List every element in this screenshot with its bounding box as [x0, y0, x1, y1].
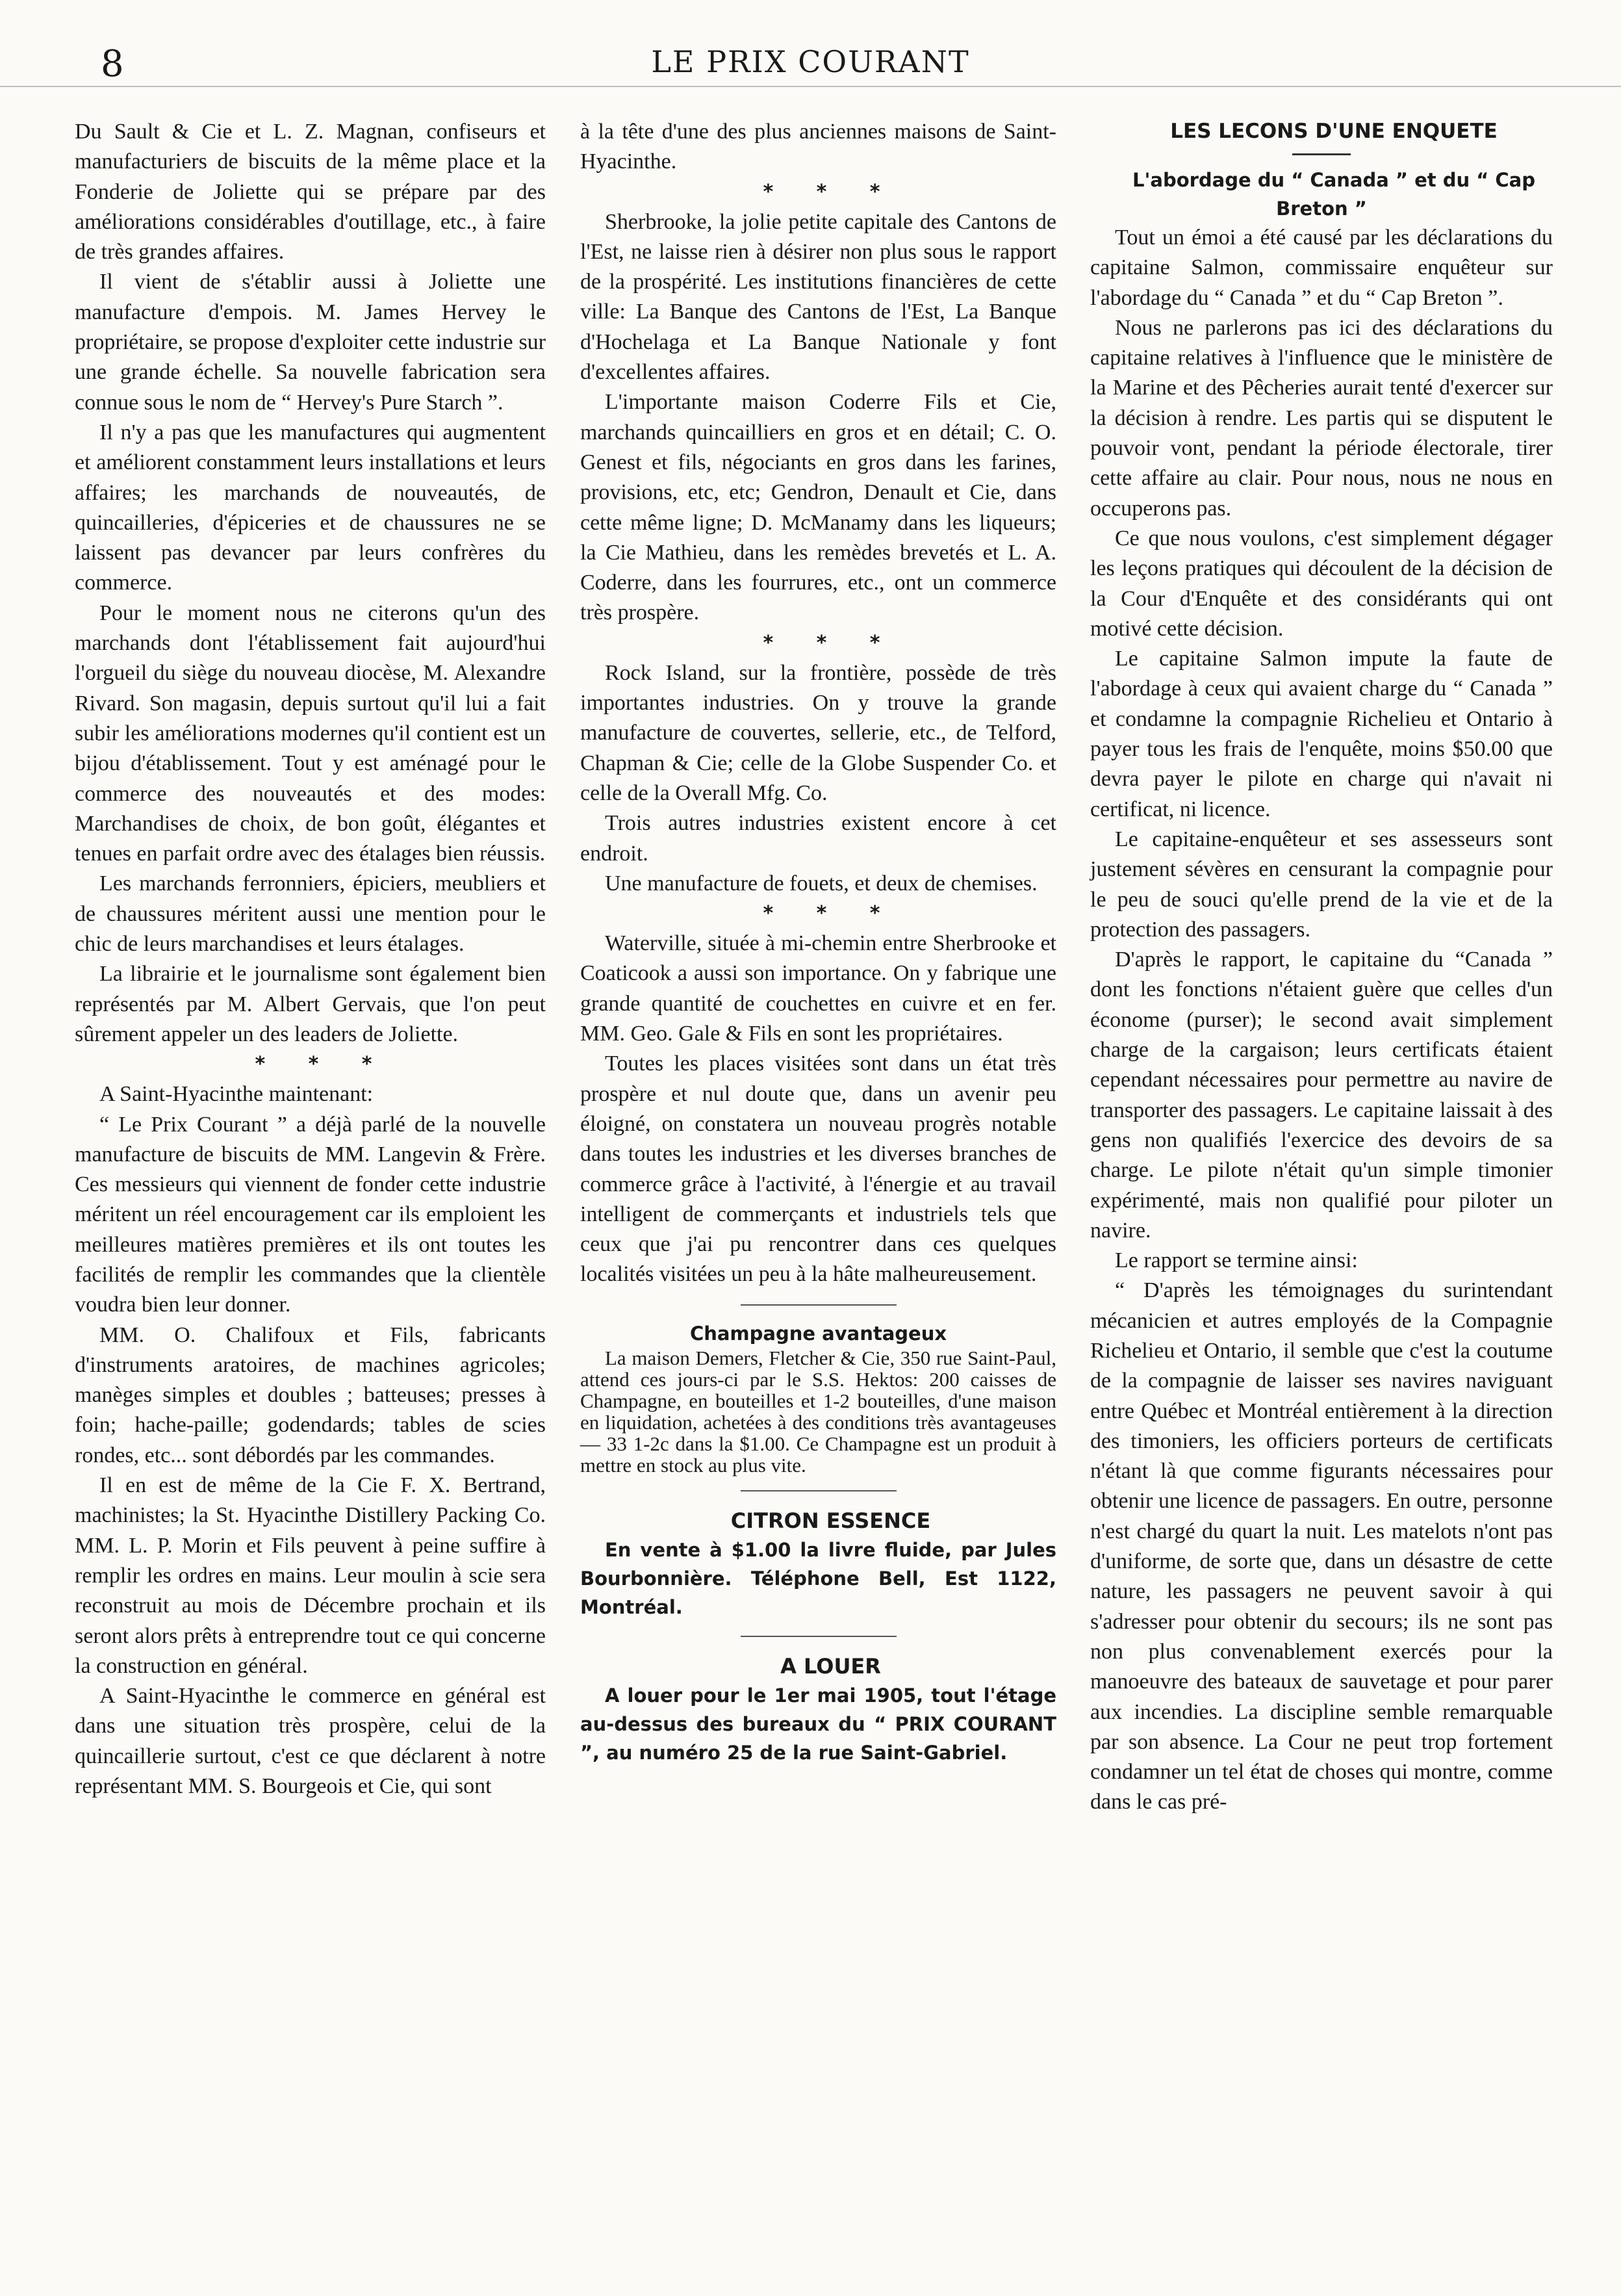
champagne-heading: Champagne avantageux [689, 1322, 947, 1345]
paragraph: “ Le Prix Courant ” a déjà parlé de la nouvelle manufacture de biscuits de MM. Langevin & Frère. Ces messieurs qui viennent de fonder cette industrie méritent un réel encouragement car ils emploient les meilleures matières premières et ils ont toutes les facilités de remplir les commandes que la clientèle voudra bien leur donner. [75, 1112, 546, 1317]
citron-heading: CITRON ESSENCE [730, 1508, 931, 1533]
paragraph: à la tête d'une des plus anciennes maisons de Saint-Hyacinthe. [580, 120, 1056, 174]
page-number: 8 [101, 43, 124, 85]
paragraph: MM. O. Chalifoux et Fils, fabricants d'instruments aratoires, de machines agricoles; manèges simples et doubles ; batteuses; presses à foin; hache-paille; godendards; tables de scies rondes, etc... sont débordés par les commandes. [75, 1322, 546, 1467]
column-1 [75, 117, 546, 1801]
paragraph: Il n'y a pas que les manufactures qui augmentent et améliorent constamment leurs installations et leurs affaires; les marchands de nouveautés, de quincailleries, d'épiceries et de chaussures ne se laissent pas devancer par leurs confrères du commerce. [75, 420, 546, 595]
paragraph: Tout un émoi a été causé par les déclarations du capitaine Salmon, commissaire enquêteur sur l'abordage du “ Canada ” et du “ Cap Breton ”. [1090, 226, 1553, 310]
paragraph: Une manufacture de fouets, et deux de chemises. [605, 871, 1038, 896]
paragraph: Toutes les places visitées sont dans un état très prospère et nul doute que, dans un avenir peu éloigné, on constatera un nouveau progrès notable dans toutes les industries et les diverses branches de commerce grâce à l'activité, à l'énergie et au travail intelligent de commerçants et industriels tels que ceux que j'ai pu rencontrer dans ces quelques localités visitées un peu à la hâte malheureusement. [580, 1051, 1056, 1287]
paragraph: Nous ne parlerons pas ici des déclarations du capitaine relatives à l'influence que le ministère de la Marine et des Pêcheries aurait tenté d'exercer sur la décision à rendre. Les partis qui se disputent le pouvoir vont, pendant la période électorale, tirer cette affaire au clair. Pour nous, nous ne nous en occuperons pas. [1090, 315, 1553, 521]
article-title: LES LECONS D'UNE ENQUETE [1170, 120, 1498, 143]
paragraph: Waterville, située à mi-chemin entre Sherbrooke et Coaticook a aussi son importance. On y fabrique une grande quantité de couchettes en cuivre et en fer. MM. Geo. Gale & Fils en sont les propriétaires. [580, 931, 1056, 1046]
louer-ad: A louer pour le 1er mai 1905, tout l'étage au-dessus des bureaux du “ PRIX COURANT ”, au numéro 25 de la rue Saint-Gabriel. [580, 1684, 1056, 1764]
paragraph: Du Sault & Cie et L. Z. Magnan, confiseurs et manufacturiers de biscuits de la même place et la Fonderie de Joliette qui se prépare par des améliorations considérables d'outillage, etc., à faire de très grandes affaires. [75, 120, 546, 264]
newspaper-title: LE PRIX COURANT [651, 44, 970, 79]
paragraph: L'importante maison Coderre Fils et Cie, marchands quincailliers en gros et en détail; C. O. Genest et fils, négociants en gros dans les farines, provisions, etc, etc; Gendron, Denault et Cie, dans cette même ligne; D. McManamy dans les liqueurs; la Cie Mathieu, dans les remèdes brevetés et L. A. Coderre, dans les fourrures, etc., ont un commerce très prospère. [580, 390, 1056, 625]
paragraph: Pour le moment nous ne citerons qu'un des marchands dont l'établissement fait aujourd'hui l'orgueil du siège du nouveau diocèse, M. Alexandre Rivard. Son magasin, depuis surtout qu'il lui a fait subir les améliorations modernes qu'il contient est un bijou d'établissement. Tout y est aménagé pour le commerce des nouveautés et des modes: Marchandises de choix, de bon goût, élégantes et tenues en parfait ordre avec des étalages bien réussis. [75, 600, 546, 866]
citron-ad: En vente à $1.00 la livre fluide, par Jules Bourbonnière. Téléphone Bell, Est 1122, Montréal. [580, 1538, 1056, 1618]
title-rule [1292, 153, 1351, 155]
paragraph: Le capitaine-enquêteur et ses assesseurs sont justement sévères en censurant la compagnie pour le peu de souci qu'elle prend de la vie et de la protection des passagers. [1090, 827, 1553, 942]
paragraph: La maison Demers, Fletcher & Cie, 350 rue Saint-Paul, attend ces jours-ci par le S.S. Hektos: 200 caisses de Champagne, en bouteilles et 1-2 bouteilles, d'une maison en liquidation, achetées à des conditions très avantageuses — 33 1-2c dans la $1.00. Ce Champagne est un produit à mettre en stock au plus vite. [580, 1346, 1056, 1477]
page-header [0, 39, 1621, 84]
paragraph: Il en est de même de la Cie F. X. Bertrand, machinistes; la St. Hyacinthe Distillery Packing Co. MM. L. P. Morin et Fils peuvent à peine suffire à remplir les ordres en mains. Leur moulin à scie sera reconstruit au mois de Décembre prochain et ils seront alors prêts à entreprendre tout ce qui concerne la construction en général. [75, 1473, 546, 1678]
paragraph: A Saint-Hyacinthe le commerce en général est dans une situation très prospère, celui de la quincaillerie surtout, c'est ce que déclarent à notre représentant MM. S. Bourgeois et Cie, qui sont [75, 1684, 546, 1799]
section-separator: * * * [763, 180, 899, 203]
column-2 [580, 117, 1056, 1767]
section-separator: * * * [763, 902, 899, 925]
paragraph: La librairie et le journalisme sont également bien représentés par M. Albert Gervais, que l'on peut sûrement appeler un des leaders de Joliette. [75, 962, 546, 1046]
paragraph: Trois autres industries existent encore à cet endroit. [580, 811, 1056, 866]
champagne-notice [580, 1347, 1056, 1476]
header-rule [0, 86, 1621, 87]
paragraph: Le capitaine Salmon impute la faute de l'abordage à ceux qui avaient charge du “ Canada ” et condamne la compagnie Richelieu et Ontario à payer tous les frais de l'enquête, moins $50.00 que devra payer le pilote en charge qui n'avait ni certificat, ni licence. [1090, 647, 1553, 821]
divider [741, 1304, 897, 1306]
divider [741, 1490, 897, 1491]
paragraph: “ D'après les témoignages du surintendant mécanicien et autres employés de la Compagnie Richelieu et Ontario, il semble que c'est la coutume de la compagnie de laisser ses navires naviguant entre Québec et Montréal entièrement à la direction des timoniers, les officiers porteurs de certificats n'étant là que comme figurants nécessaires pour obtenir une licence de passagers. En outre, personne n'est chargé du quart la nuit. Les matelots n'ont pas d'uniforme, de sorte que, dans un désastre de cette nature, les passagers ne peuvent savoir à qui s'adresser pour obtenir du secours; ils ne sont pas non plus convenablement exercés pour la manoeuvre des bateaux de sauvetage et pour parer aux incendies. La discipline semble remarquable par son absence. La Cour ne peut trop fortement condamner un tel état de choses qui montre, comme dans le cas pré- [1090, 1278, 1553, 1814]
paragraph: A Saint-Hyacinthe maintenant: [99, 1082, 374, 1107]
paragraph: Sherbrooke, la jolie petite capitale des Cantons de l'Est, ne laisse rien à désirer non plus sous le rapport de la prospérité. Les institutions financières de cette ville: La Banque des Cantons de l'Est, La Banque d'Hochelaga et La Banque Nationale y font d'excellentes affaires. [580, 209, 1056, 385]
divider [741, 1636, 897, 1637]
paragraph: Rock Island, sur la frontière, possède de très importantes industries. On y trouve la grande manufacture de couvertes, sellerie, etc., de Telford, Chapman & Cie; celle de la Globe Suspender Co. et celle de la Overall Mfg. Co. [580, 660, 1056, 805]
paragraph: D'après le rapport, le capitaine du “Canada ” dont les fonctions n'étaient guère que celles d'un économe (purser); le second avait simplement charge de la cargaison; leurs certificats étaient cependant nécessaires pour permettre au navire de transporter des passagers. Le capitaine laissait à des gens non qualifiés l'exercice des devoirs de sa charge. Le pilote n'était qu'un simple timonier expérimenté, mais non qualifié pour piloter un navire. [1090, 948, 1553, 1243]
article-subtitle: L'abordage du “ Canada ” et du “ Cap Breton ” [1132, 169, 1535, 220]
paragraph: Les marchands ferronniers, épiciers, meubliers et de chaussures méritent aussi une mention pour le chic de leurs marchandises et leurs étalages. [75, 871, 546, 957]
section-separator: * * * [763, 631, 899, 654]
column-3 [1090, 117, 1553, 1818]
paragraph: Il vient de s'établir aussi à Joliette une manufacture d'empois. M. James Hervey le propriétaire, se propose d'exploiter cette industrie sur une grande échelle. Sa nouvelle fabrication sera connue sous le nom de “ Hervey's Pure Starch ”. [75, 270, 546, 415]
paragraph: Le rapport se termine ainsi: [1115, 1248, 1358, 1273]
louer-heading: A LOUER [780, 1653, 881, 1679]
paragraph: Ce que nous voulons, c'est simplement dégager les leçons pratiques qui découlent de la décision de la Cour d'Enquête et des considérants qui ont motivé cette décision. [1090, 526, 1553, 641]
section-separator: * * * [255, 1053, 390, 1076]
